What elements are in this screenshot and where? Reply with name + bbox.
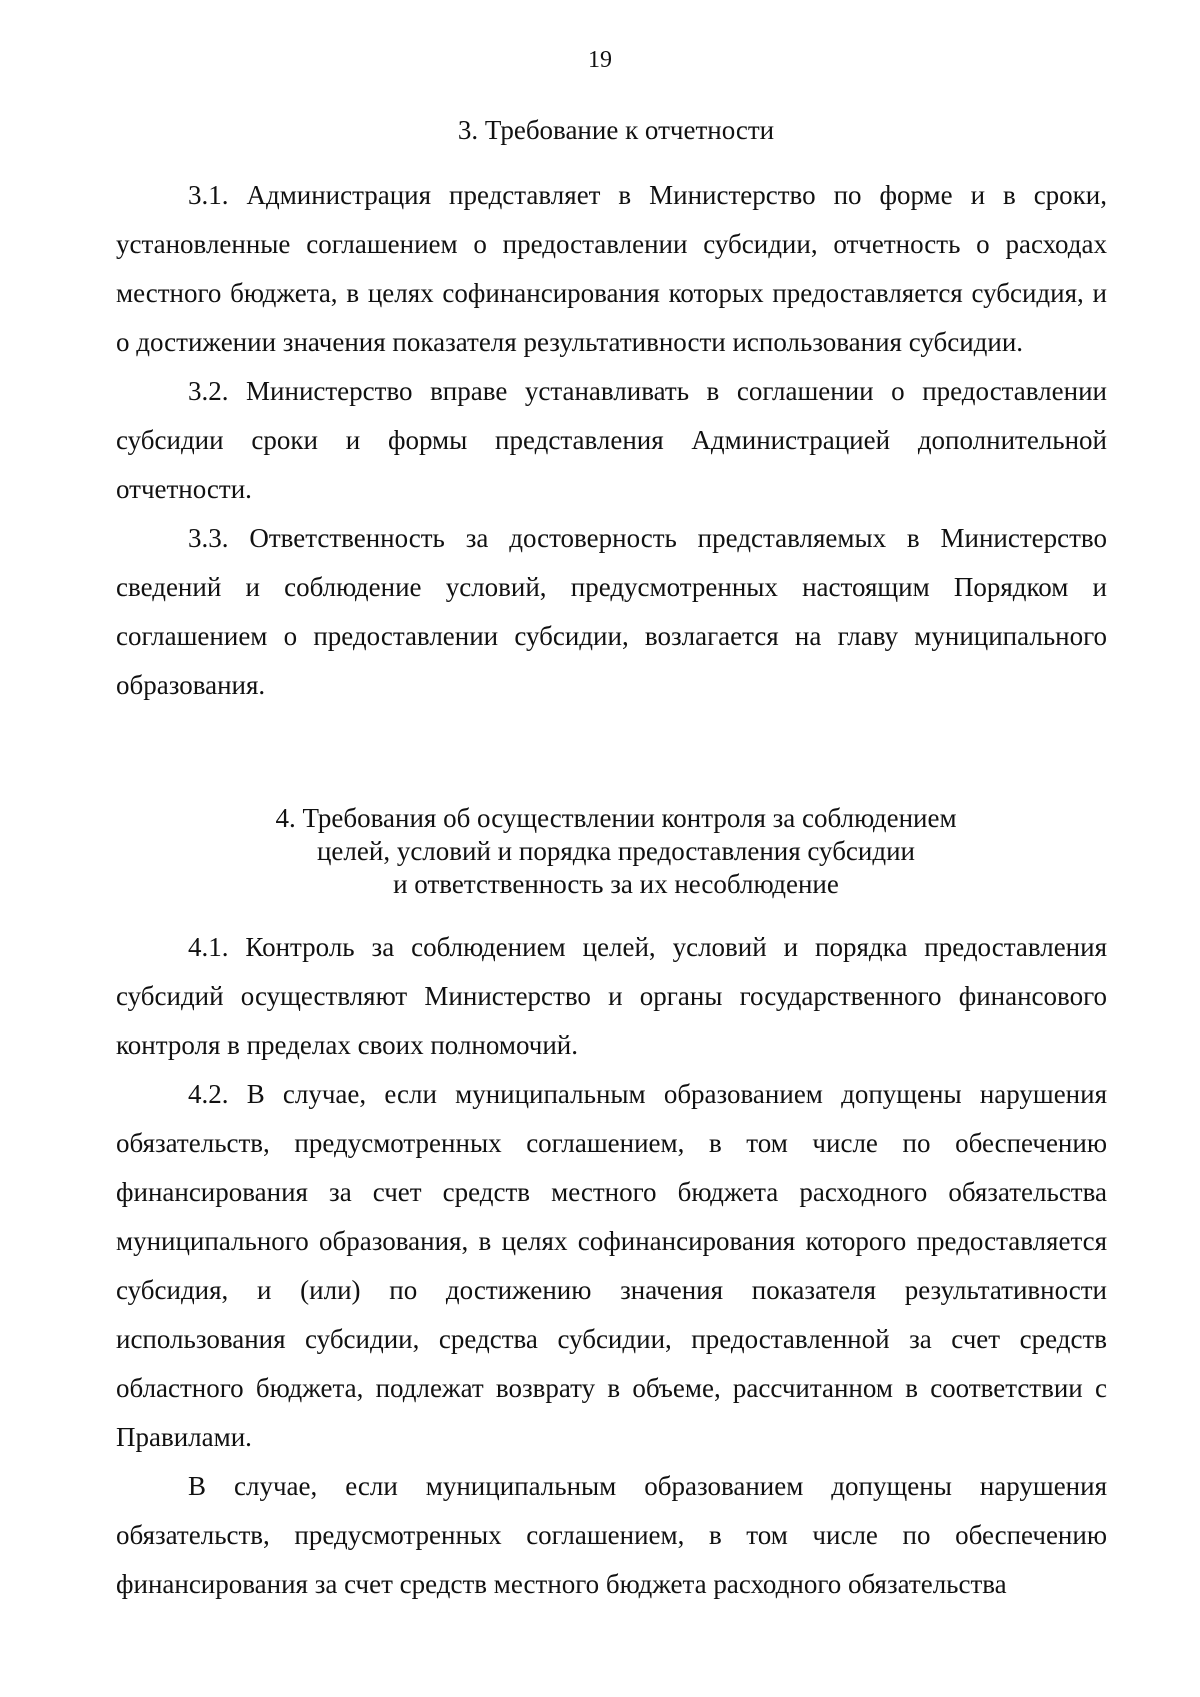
paragraph-4-2: 4.2. В случае, если муниципальным образованием допущены нарушения обязательств, предусмотренных соглашением, в том числе по обеспечению финансирования за счет средств местного бюджета расходного обязательства муниципального образования, в целях софинансирования которого предоставляется субсидия, и (или) по достижению значения показателя результативности использования субсидии, средства субсидии, предоставленной за счет средств областного бюджета, подлежат возврату в объеме, рассчитанном в соответствии с Правилами.	[116, 1079, 1107, 1452]
section-4-heading	[116, 802, 1116, 901]
paragraph-3-2: 3.2. Министерство вправе устанавливать в соглашении о предоставлении субсидии сроки и формы представления Администрацией дополнительной отчетности.	[116, 376, 1107, 504]
paragraph-3-1: 3.1. Администрация представляет в Министерство по форме и в сроки, установленные соглашением о предоставлении субсидии, отчетность о расходах местного бюджета, в целях софинансирования которых предоставляется субсидия, и о достижении значения показателя результативности использования субсидии.	[116, 180, 1107, 357]
section-4-heading-line: целей, условий и порядка предоставления субсидии	[316, 836, 916, 866]
page-number: 19	[588, 47, 612, 73]
paragraph-4-2-continued: В случае, если муниципальным образованием допущены нарушения обязательств, предусмотренных соглашением, в том числе по обеспечению финансирования за счет средств местного бюджета расходного обязательства	[116, 1471, 1107, 1599]
paragraph-3-3: 3.3. Ответственность за достоверность представляемых в Министерство сведений и соблюдение условий, предусмотренных настоящим Порядком и соглашением о предоставлении субсидии, возлагается на главу муниципального образования.	[116, 523, 1107, 700]
section-4-heading-line: и ответственность за их несоблюдение	[393, 869, 839, 899]
section-4-heading-line: 4. Требования об осуществлении контроля за соблюдением	[275, 803, 957, 833]
section-3-body	[116, 171, 1107, 710]
paragraph-4-1: 4.1. Контроль за соблюдением целей, условий и порядка предоставления субсидий осуществляют Министерство и органы государственного финансового контроля в пределах своих полномочий.	[116, 932, 1107, 1060]
section-4-body	[116, 923, 1107, 1609]
section-3-heading: 3. Требование к отчетности	[457, 115, 775, 145]
